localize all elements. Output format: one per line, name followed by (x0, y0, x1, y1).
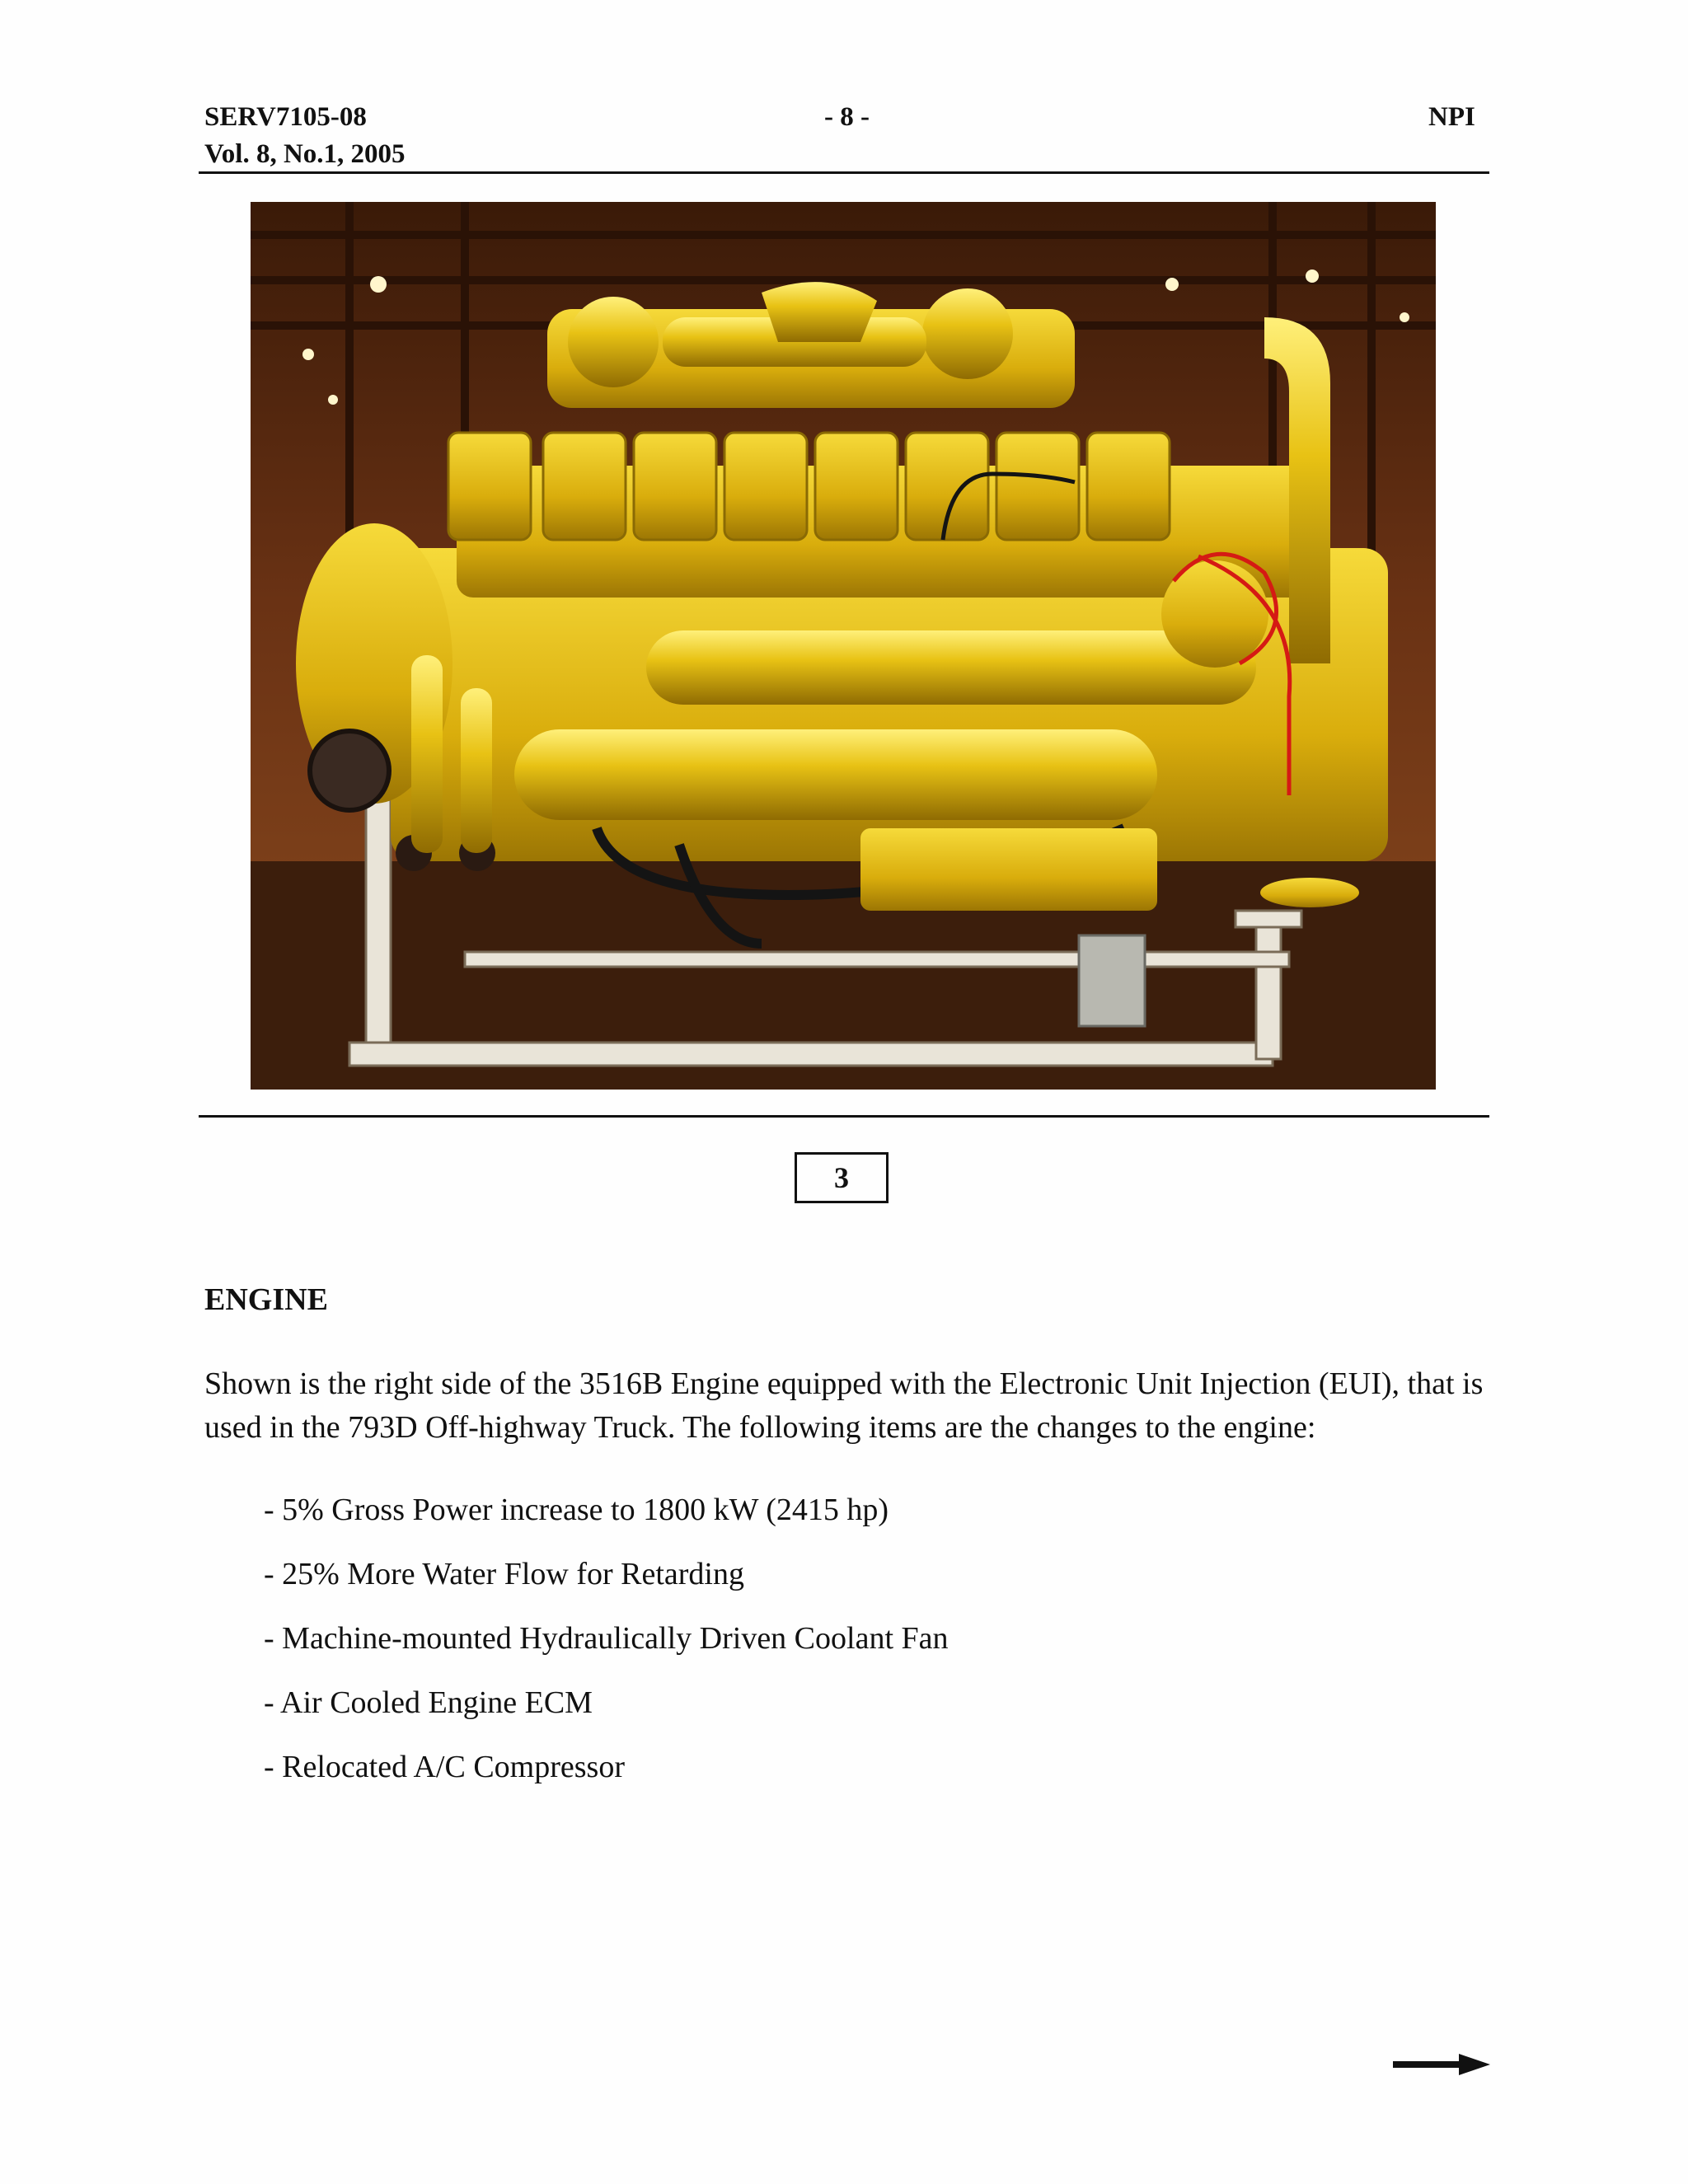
header-rule (199, 171, 1489, 174)
section-code: NPI (1428, 102, 1475, 132)
document-id: SERV7105-08 (204, 102, 367, 132)
section-heading: ENGINE (204, 1282, 328, 1317)
list-item: - Air Cooled Engine ECM (264, 1685, 593, 1720)
change-list (264, 1488, 949, 1810)
right-arrow-icon[interactable] (1393, 2052, 1490, 2077)
list-item: - Machine-mounted Hydraulically Driven Coolant Fan (264, 1621, 949, 1656)
figure-number: 3 (834, 1161, 849, 1194)
list-item: - Relocated A/C Compressor (264, 1750, 625, 1784)
figure-number-box (795, 1152, 889, 1203)
page-number: - 8 - (824, 102, 870, 132)
volume-info: Vol. 8, No.1, 2005 (204, 139, 406, 169)
list-item: - 5% Gross Power increase to 1800 kW (2415 hp) (264, 1493, 889, 1527)
engine-photo (251, 202, 1436, 1090)
engine-illustration (251, 202, 1436, 1090)
figure-rule (199, 1115, 1489, 1118)
list-item: - 25% More Water Flow for Retarding (264, 1557, 744, 1591)
section-paragraph: Shown is the right side of the 3516B Engine equipped with the Electronic Unit Injection (EUI), that is used in the 793D Off-highway Truck. The following items are the changes to the engine: (204, 1366, 1484, 1445)
